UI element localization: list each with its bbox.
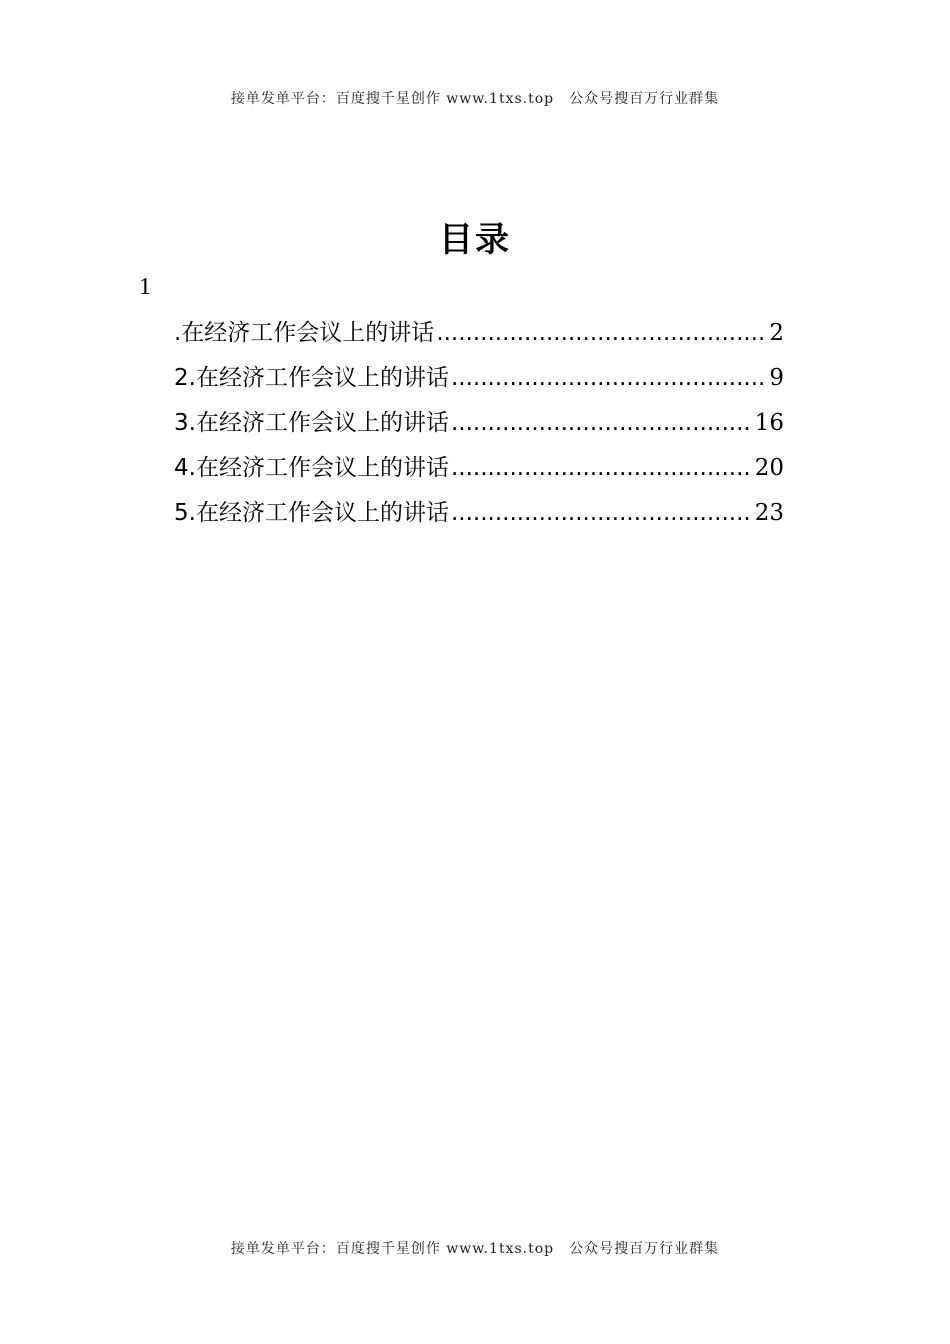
toc-entry-3[interactable] [174,404,784,449]
toc-entry-title: 3.在经济工作会议上的讲话 [174,410,449,436]
toc-entry-1[interactable] [174,314,784,359]
toc-entry-title: 2.在经济工作会议上的讲话 [174,365,449,391]
toc-entry-page: 9 [769,365,784,391]
toc-marker: 1 [139,274,151,300]
dot-leader [451,410,753,436]
toc-entry-2[interactable] [174,359,784,404]
toc-title: 目录 [439,220,511,260]
toc-entry-title: 4.在经济工作会议上的讲话 [174,455,449,481]
toc-entry-title: 5.在经济工作会议上的讲话 [174,500,449,526]
toc-entry-title: .在经济工作会议上的讲话 [174,320,435,346]
dot-leader [451,365,767,391]
toc-entry-page: 23 [754,500,784,526]
toc-entry-4[interactable] [174,449,784,494]
header-note: 接单发单平台：百度搜千星创作 www.1txs.top 公众号搜百万行业群集 [230,91,720,107]
footer-note: 接单发单平台：百度搜千星创作 www.1txs.top 公众号搜百万行业群集 [230,1241,720,1257]
toc-entry-page: 20 [754,455,784,481]
dot-leader [451,455,753,481]
toc-entry-page: 2 [769,320,784,346]
toc-entry-5[interactable] [174,494,784,539]
toc-entry-page: 16 [754,410,784,436]
dot-leader [451,500,753,526]
toc-list [174,314,784,539]
dot-leader [436,320,767,346]
